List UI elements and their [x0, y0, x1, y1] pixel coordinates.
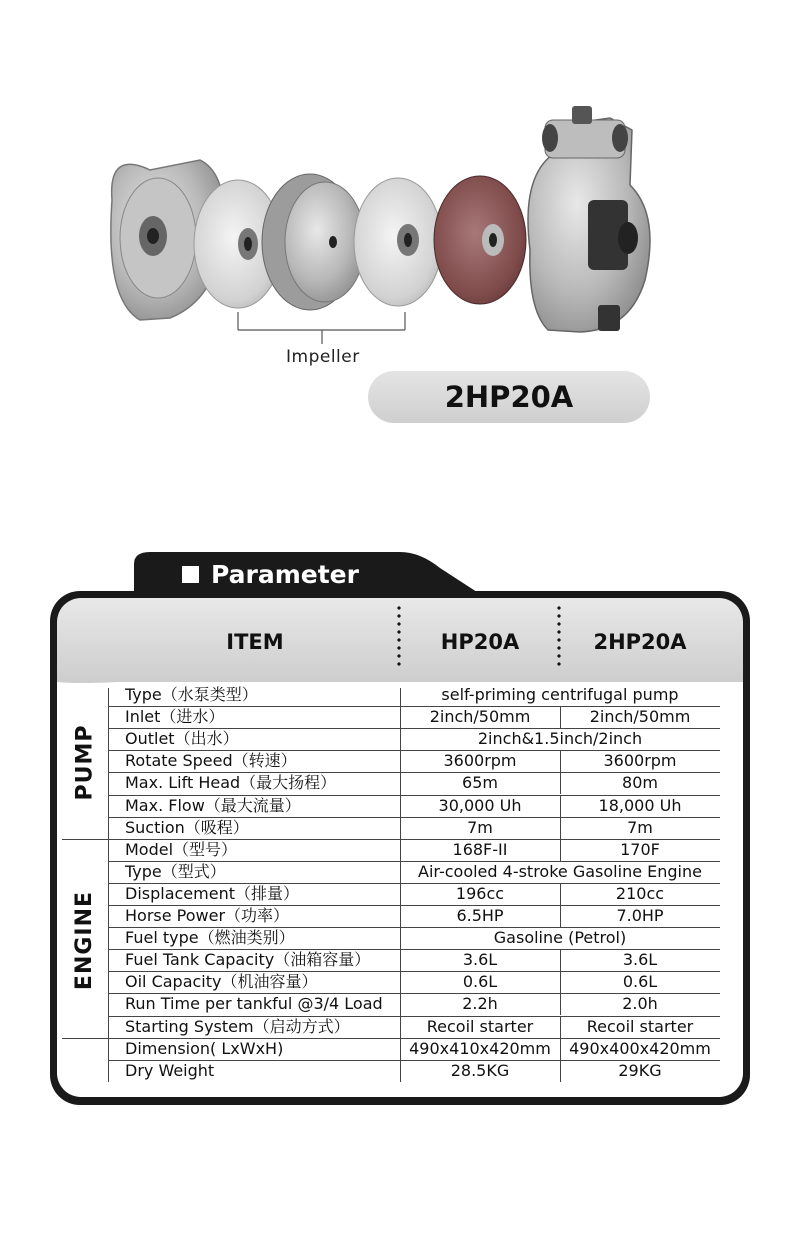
pump-housing — [528, 106, 650, 332]
impeller-disc-2 — [354, 178, 442, 306]
impeller-label: Impeller — [286, 347, 360, 367]
row-value-2hp20a: 7.0HP — [616, 906, 664, 925]
row-value-hp20a: 168F-II — [452, 839, 508, 859]
row-value-hp20a: 2.2h — [462, 994, 498, 1014]
row-value-2hp20a: 210cc — [615, 883, 665, 903]
model-badge: 2HP20A — [368, 371, 650, 423]
row-value-2hp20a: 2inch/50mm — [589, 707, 691, 727]
row-label: Inlet（进水） — [125, 707, 225, 727]
row-value-2hp20a: 170F — [620, 839, 660, 859]
row-value-hp20a: 30,000 Uh — [438, 795, 522, 815]
row-label: Rotate Speed（转速） — [125, 751, 297, 771]
square-bullet-icon — [182, 566, 199, 583]
row-value-merged: self-priming centrifugal pump — [441, 685, 679, 704]
row-label: Dimension( LxWxH) — [125, 1038, 284, 1058]
header-col-hp20a: HP20A — [440, 630, 520, 654]
row-label: Horse Power（功率） — [125, 906, 290, 925]
row-value-hp20a: 196cc — [455, 883, 505, 903]
row-value-2hp20a: 80m — [622, 773, 658, 793]
row-value-2hp20a: 18,000 Uh — [598, 795, 682, 815]
row-value-2hp20a: 7m — [627, 817, 653, 837]
header-divider-2 — [557, 604, 561, 666]
row-value-2hp20a: 0.6L — [622, 972, 658, 992]
row-value-hp20a: 3.6L — [462, 950, 498, 970]
row-value-hp20a: 2inch/50mm — [429, 707, 531, 727]
section-pump: PUMP — [72, 723, 98, 801]
impeller-bracket — [238, 312, 405, 344]
row-value-hp20a: 0.6L — [462, 972, 498, 992]
row-value-2hp20a: 490x400x420mm — [569, 1038, 711, 1058]
section-divider — [62, 1038, 108, 1039]
row-label: Starting System（启动方式） — [125, 1016, 350, 1036]
row-label: Fuel type（燃油类别） — [125, 928, 295, 948]
row-label: Dry Weight — [125, 1060, 215, 1080]
row-label: Oil Capacity（机油容量） — [125, 972, 318, 992]
row-label: Type（型式） — [125, 861, 226, 881]
row-label: Max. Flow（最大流量） — [125, 795, 301, 815]
section-divider — [62, 839, 108, 840]
row-value-2hp20a: 2.0h — [622, 994, 658, 1014]
row-label: Model（型号） — [125, 839, 238, 859]
row-label: Max. Lift Head（最大扬程） — [125, 773, 337, 793]
row-value-hp20a: 28.5KG — [450, 1060, 510, 1080]
parameter-title — [182, 560, 359, 589]
parameter-title-text: Parameter — [211, 560, 359, 589]
row-label: Suction（吸程） — [125, 817, 249, 837]
row-label: Fuel Tank Capacity（油箱容量） — [125, 950, 371, 970]
row-value-2hp20a: 3600rpm — [603, 751, 677, 771]
row-value-2hp20a: Recoil starter — [586, 1016, 694, 1036]
col-divider-label — [108, 688, 109, 1082]
row-value-hp20a: 3600rpm — [443, 751, 517, 771]
header-col-2hp20a: 2HP20A — [593, 630, 687, 654]
row-value-hp20a: Recoil starter — [426, 1016, 534, 1036]
row-label: Outlet（出水） — [125, 729, 239, 749]
seal-disc — [434, 176, 526, 304]
row-value-hp20a: 490x410x420mm — [409, 1038, 551, 1058]
row-label: Type（水泵类型） — [125, 685, 258, 704]
header-item: ITEM — [226, 630, 284, 654]
impeller-drum — [262, 174, 365, 310]
row-value-hp20a: 6.5HP — [456, 906, 504, 925]
section-engine: ENGINE — [72, 890, 98, 990]
header-divider-1 — [397, 604, 401, 666]
row-value-merged: Air-cooled 4-stroke Gasoline Engine — [418, 861, 702, 881]
row-label: Run Time per tankful @3/4 Load — [125, 994, 383, 1014]
row-value-2hp20a: 3.6L — [622, 950, 658, 970]
row-value-hp20a: 65m — [462, 773, 498, 793]
row-value-2hp20a: 29KG — [618, 1060, 662, 1080]
row-value-merged: Gasoline (Petrol) — [493, 928, 627, 948]
row-label: Displacement（排量） — [125, 883, 299, 903]
row-value-hp20a: 7m — [467, 817, 493, 837]
row-value-merged: 2inch&1.5inch/2inch — [477, 729, 643, 749]
